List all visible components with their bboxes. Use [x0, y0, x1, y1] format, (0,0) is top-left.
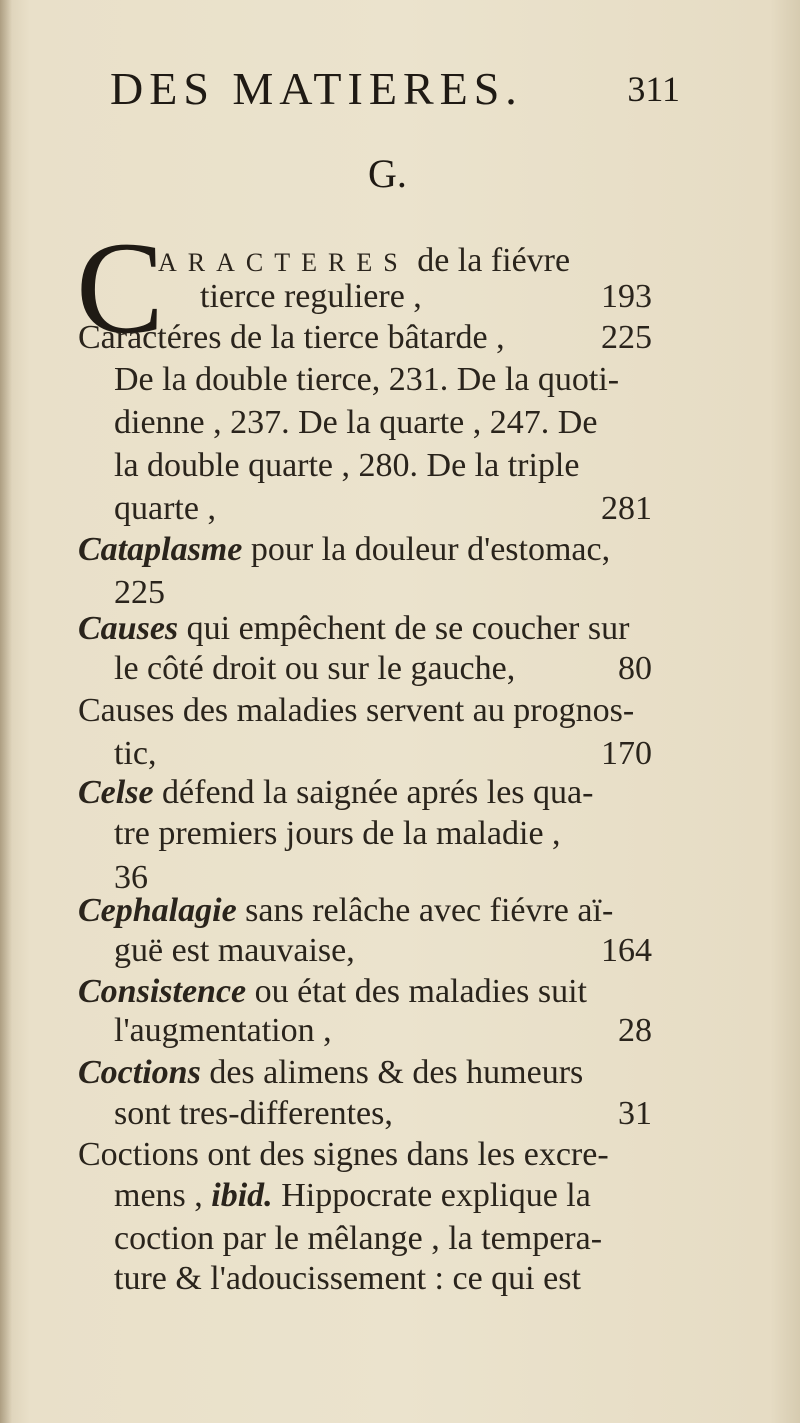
running-header — [110, 62, 680, 122]
italic-reference: ibid. — [211, 1177, 273, 1214]
index-line — [0, 357, 800, 403]
page-ref: 28 — [618, 1012, 652, 1049]
index-line — [0, 646, 800, 692]
index-line — [0, 1256, 800, 1302]
line-text: Caractéres de la tierce bâtarde , — [78, 319, 505, 356]
line-text: dienne , 237. De la quarte , 247. De — [114, 404, 598, 441]
page-number: 311 — [627, 69, 680, 109]
line-text: Hippocrate explique la — [272, 1177, 591, 1214]
header-title: DES MATIERES. — [110, 63, 523, 114]
page-ref: 193 — [601, 278, 652, 315]
line-text: qui empêchent de se coucher sur — [178, 610, 630, 647]
italic-headword: Causes — [78, 610, 179, 647]
index-line — [0, 315, 800, 361]
line-text: défend la saignée aprés les qua- — [153, 774, 594, 811]
line-text: 36 — [114, 859, 148, 896]
page-ref: 80 — [618, 650, 652, 687]
line-text: quarte , — [114, 490, 216, 527]
index-line — [0, 1173, 800, 1219]
line-text: sans relâche avec fiévre aï- — [236, 892, 614, 929]
italic-headword: Consistence — [78, 973, 247, 1010]
italic-headword: Cephalagie — [78, 892, 237, 929]
line-text: tic, — [114, 735, 157, 772]
index-line — [0, 486, 800, 532]
page-ref: 281 — [601, 490, 652, 527]
line-text: sont tres-differentes, — [114, 1095, 393, 1132]
section-letter: G. — [368, 151, 407, 196]
line-text: ture & l'adoucissement : ce qui est — [114, 1260, 581, 1297]
small-caps-word: ARACTERES — [158, 248, 409, 277]
index-line — [0, 1008, 800, 1054]
line-text: Causes des maladies servent au prognos- — [78, 692, 635, 729]
italic-headword: Celse — [78, 774, 154, 811]
italic-headword: Cataplasme — [78, 531, 243, 568]
index-line — [0, 1091, 800, 1137]
line-text: l'augmentation , — [114, 1012, 332, 1049]
page-ref: 31 — [618, 1095, 652, 1132]
index-line — [0, 770, 800, 816]
index-line — [0, 688, 800, 734]
index-line — [0, 527, 800, 573]
page-ref: 225 — [601, 319, 652, 356]
line-text: le côté droit ou sur le gauche, — [114, 650, 516, 687]
index-line — [0, 928, 800, 974]
page-ref: 164 — [601, 932, 652, 969]
line-text: ou état des maladies suit — [246, 973, 587, 1010]
index-line — [0, 274, 800, 320]
line-text: pour la douleur d'estomac, — [242, 531, 611, 568]
line-text: tre premiers jours de la maladie , — [114, 815, 561, 852]
line-text: de la fiévre — [408, 242, 571, 279]
line-text: coction par le mêlange , la tempera- — [114, 1220, 603, 1257]
line-text: tierce reguliere , — [200, 278, 422, 315]
index-line — [0, 811, 800, 857]
line-text: De la double tierce, 231. De la quoti- — [114, 361, 620, 398]
index-line — [0, 443, 800, 489]
index-line — [0, 400, 800, 446]
line-text: la double quarte , 280. De la triple — [114, 447, 580, 484]
line-text: des alimens & des humeurs — [200, 1054, 584, 1091]
drop-capital: C — [76, 214, 165, 361]
line-text: guë est mauvaise, — [114, 932, 355, 969]
line-text: 225 — [114, 574, 165, 611]
line-text: mens , — [114, 1177, 212, 1214]
index-line — [0, 1050, 800, 1096]
italic-headword: Coctions — [78, 1054, 201, 1091]
index-line — [0, 1132, 800, 1178]
line-text: Coctions ont des signes dans les excre- — [78, 1136, 609, 1173]
page-ref: 170 — [601, 735, 652, 772]
